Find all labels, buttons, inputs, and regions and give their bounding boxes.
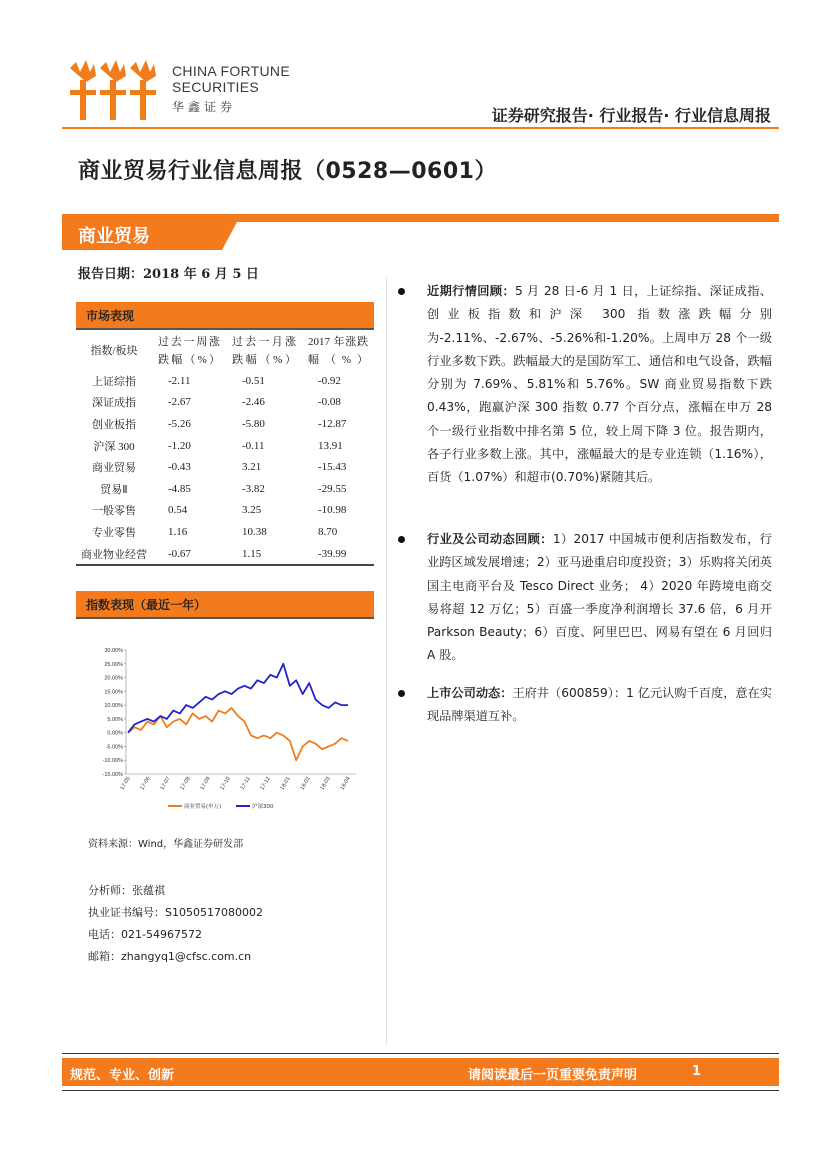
index-chart <box>88 640 368 820</box>
col-header-year: 2017 年涨跌幅（%） <box>308 336 368 366</box>
x-tick-label: 17-09 <box>199 776 212 792</box>
row-week: -4.85 <box>168 482 191 495</box>
table-row <box>76 500 374 522</box>
row-name: 贸易Ⅱ <box>100 483 128 496</box>
market-section-header <box>76 302 374 330</box>
table-row <box>76 413 374 435</box>
table-row <box>76 370 374 392</box>
y-tick-label: 15.00% <box>104 689 123 696</box>
x-tick-label: 17-08 <box>179 776 192 792</box>
bullet-industry-news <box>427 528 772 668</box>
table-row <box>76 521 374 543</box>
row-name: 商业物业经营 <box>76 543 152 566</box>
col-header-index: 指数/板块 <box>90 345 138 357</box>
row-month: 3.21 <box>242 461 262 474</box>
brand-name-cn: 华鑫证券 <box>172 100 237 114</box>
x-tick-label: 17-06 <box>139 776 152 792</box>
row-year: 8.70 <box>318 525 338 538</box>
row-name: 专业零售 <box>92 526 136 539</box>
x-tick-label: 18-03 <box>319 776 332 792</box>
page-title: 商业贸易行业信息周报（0528—0601） <box>78 159 497 184</box>
footer-motto: 规范、专业、创新 <box>70 1068 175 1083</box>
row-week: 1.16 <box>168 525 188 538</box>
y-tick-label: 10.00% <box>104 703 123 710</box>
report-type: 证券研究报告· 行业报告· 行业信息周报 <box>491 106 771 125</box>
row-name: 商业贸易 <box>92 462 136 475</box>
row-name: 一般零售 <box>92 505 136 518</box>
bullet-text: 5 月 28 日-6 月 1 日，上证综指、深证成指、创业板指数和沪深 300 指数涨跌幅分别为-2.11%、-2.67%、-5.26%和-1.20%。上周申万 28 个一级行业多数下跌。跌幅最大的是国防军工、通信和电气设备，跌幅分别为 7.69%、5.81%和 5.76%。SW 商业贸易指数下跌 0.43%，跑赢沪深 300 指数 0.77 个百分点，涨幅在申万 28 个一级行业指数中排名第 5 位，较上周下降 3 位。报告期内，各子行业多数上涨。其中，涨幅最大的是专业连锁（1.16%），百货（1.07%）和超市(0.70%)紧随其后。 <box>427 284 772 485</box>
row-year: -0.92 <box>318 374 341 387</box>
y-tick-label: -15.00% <box>102 772 123 778</box>
y-tick-label: 5.00% <box>107 716 123 723</box>
market-table <box>76 332 374 566</box>
row-name: 上证综指 <box>92 375 136 388</box>
x-tick-label: 17-10 <box>219 776 232 792</box>
row-month: -2.46 <box>242 396 265 409</box>
row-year: 13.91 <box>318 439 343 452</box>
row-month: -0.51 <box>242 374 265 387</box>
bullet-icon <box>398 536 405 543</box>
y-tick-label: 25.00% <box>104 661 123 668</box>
y-tick-label: 30.00% <box>104 648 123 654</box>
bullet-text: 1）2017 中国城市便利店指数发布，行业跨区域发展增速；2）亚马逊重启印度投资；3）乐购将关闭英国主电商平台及 Tesco Direct 业务； 4）2020 年跨境电商交易将超 12 万亿；5）百盛一季度净利润增长 37.6 倍，6 月开 Parkson Beauty；6）百度、阿里巴巴、网易有望在 6 月回归 A 股。 <box>427 532 772 663</box>
bullet-heading: 上市公司动态： <box>427 686 513 700</box>
analyst-phone: 电话：021-54967572 <box>88 928 202 941</box>
report-date: 报告日期：2018 年 6 月 5 日 <box>78 267 259 282</box>
row-week: -2.67 <box>168 396 191 409</box>
market-section-title: 市场表现 <box>86 309 135 323</box>
banner-label: 商业贸易 <box>78 226 150 247</box>
x-tick-label: 18-02 <box>299 776 312 792</box>
bullet-company-news <box>427 682 772 729</box>
analyst-email[interactable]: 邮箱：zhangyq1@cfsc.com.cn <box>88 950 252 963</box>
row-year: -15.43 <box>318 461 347 474</box>
col-header-week: 过去一周涨跌幅（%） <box>158 336 220 366</box>
section-banner <box>62 214 779 250</box>
row-month: -0.11 <box>242 439 265 452</box>
bullet-market-review <box>427 280 772 490</box>
row-week: -2.11 <box>168 374 191 387</box>
table-row <box>76 392 374 414</box>
footer-disclaimer: 请阅读最后一页重要免责声明 <box>468 1068 638 1083</box>
row-year: -10.98 <box>318 504 347 517</box>
footer-rule-bottom <box>62 1090 779 1091</box>
table-row <box>76 456 374 478</box>
row-year: -39.99 <box>302 543 374 566</box>
bullet-heading: 行业及公司动态回顾： <box>427 532 553 546</box>
row-name: 深证成指 <box>92 397 136 410</box>
row-week: -0.43 <box>168 461 191 474</box>
y-tick-label: -5.00% <box>105 744 123 751</box>
y-tick-label: 0.00% <box>107 730 123 737</box>
index-section-header <box>76 591 374 619</box>
legend-label: 商业贸易(申万) <box>184 804 222 810</box>
bullet-icon <box>398 288 405 295</box>
y-tick-label: 20.00% <box>104 675 123 682</box>
row-month: 10.38 <box>242 525 267 538</box>
data-source: 资料来源：Wind，华鑫证券研发部 <box>88 839 244 850</box>
row-week: -5.26 <box>168 417 191 430</box>
analyst-cert: 执业证书编号：S1050517080002 <box>88 906 263 919</box>
row-week: -0.67 <box>152 543 226 566</box>
index-section-title: 指数表现（最近一年） <box>86 598 207 612</box>
x-tick-label: 18-01 <box>279 776 292 792</box>
row-year: -0.08 <box>318 396 341 409</box>
table-row <box>76 435 374 457</box>
series-line-csi300 <box>128 664 348 733</box>
table-row <box>76 543 374 566</box>
row-month: -5.80 <box>242 417 265 430</box>
page-number: 1 <box>692 1064 702 1079</box>
row-name: 沪深 300 <box>93 440 135 453</box>
china-fortune-logo-icon <box>66 58 166 124</box>
row-year: -29.55 <box>318 482 347 495</box>
footer-rule-top <box>62 1053 779 1054</box>
y-tick-label: -10.00% <box>102 758 123 765</box>
row-week: 0.54 <box>168 504 188 517</box>
x-tick-label: 17-05 <box>119 776 132 792</box>
legend-label: 沪深300 <box>252 804 274 810</box>
col-header-month: 过去一月涨跌幅（%） <box>232 336 296 366</box>
bullet-icon <box>398 690 405 697</box>
bullet-heading: 近期行情回顾： <box>427 284 516 298</box>
header-rule <box>62 127 779 129</box>
table-row <box>76 478 374 500</box>
row-month: -3.82 <box>242 482 265 495</box>
bullet-text: 王府井（600859）：1 亿元认购千百度，意在实现品牌渠道互补。 <box>427 686 772 724</box>
brand-name-en: CHINA FORTUNE SECURITIES <box>172 63 290 95</box>
x-tick-label: 17-07 <box>159 776 172 792</box>
row-month: 3.25 <box>242 504 262 517</box>
x-tick-label: 18-04 <box>339 776 352 792</box>
row-year: -12.87 <box>318 417 347 430</box>
x-tick-label: 17-12 <box>259 776 272 792</box>
row-week: -1.20 <box>168 439 191 452</box>
analyst-name: 分析师：张蕴祺 <box>88 884 165 897</box>
x-tick-label: 17-11 <box>239 776 252 791</box>
row-month: 1.15 <box>226 543 302 566</box>
row-name: 创业板指 <box>92 418 136 431</box>
